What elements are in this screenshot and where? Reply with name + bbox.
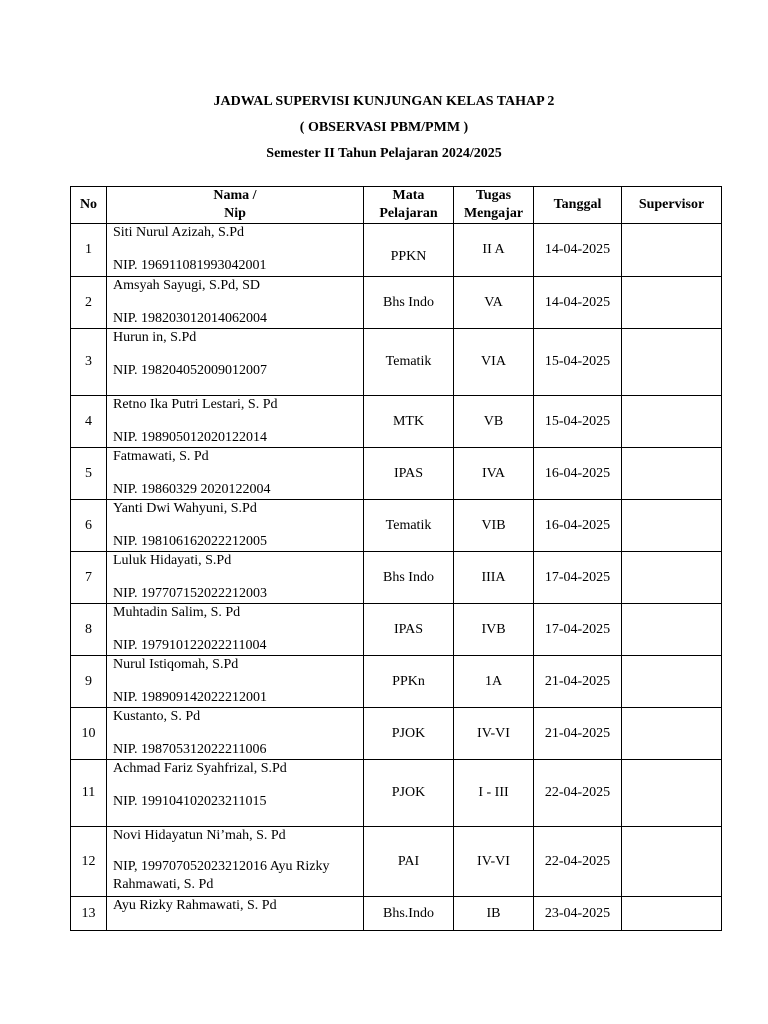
subject: Bhs.Indo (364, 897, 454, 931)
header-pelajaran-label: Pelajaran (379, 206, 438, 221)
teacher-name: Novi Hidayatun Ni’mah, S. Pd (113, 828, 286, 843)
teacher-nip: NIP, 199707052023212016 Ayu Rizky Rahmawati, S. Pd (113, 859, 330, 892)
row-number: 1 (71, 224, 107, 277)
teacher-nip: NIP. 197910122022211004 (113, 638, 267, 653)
teacher-name: Kustanto, S. Pd (113, 709, 201, 724)
table-row (71, 827, 722, 897)
teacher-name: Nurul Istiqomah, S.Pd (113, 657, 239, 672)
row-number: 8 (71, 604, 107, 656)
supervisor (622, 760, 722, 827)
header-nama-nip (107, 187, 364, 224)
supervisor (622, 552, 722, 604)
teacher-name: Luluk Hidayati, S.Pd (113, 553, 232, 568)
row-number: 11 (71, 760, 107, 827)
teacher-name: Muhtadin Salim, S. Pd (113, 605, 241, 620)
header-supervisor: Supervisor (622, 187, 722, 224)
schedule-date: 17-04-2025 (534, 604, 622, 656)
schedule-date: 21-04-2025 (534, 708, 622, 760)
table-row (71, 604, 722, 656)
teaching-class: VIA (454, 329, 534, 396)
teacher-cell (107, 396, 364, 448)
teacher-nip: NIP. 198905012020122014 (113, 430, 268, 445)
teacher-nip: NIP. 198705312022211006 (113, 742, 267, 757)
teaching-class: VB (454, 396, 534, 448)
document-title: JADWAL SUPERVISI KUNJUNGAN KELAS TAHAP 2 (213, 94, 555, 109)
supervisor (622, 396, 722, 448)
schedule-date: 23-04-2025 (534, 897, 622, 931)
supervisor (622, 329, 722, 396)
document-semester: Semester II Tahun Pelajaran 2024/2025 (266, 146, 502, 161)
table-row (71, 552, 722, 604)
schedule-date: 15-04-2025 (534, 329, 622, 396)
schedule-date: 17-04-2025 (534, 552, 622, 604)
row-number: 10 (71, 708, 107, 760)
teacher-cell (107, 604, 364, 656)
teacher-nip: NIP. 198204052009012007 (113, 363, 268, 378)
supervisor (622, 224, 722, 277)
teacher-nip: NIP. 198203012014062004 (113, 311, 268, 326)
row-number: 6 (71, 500, 107, 552)
teacher-name: Yanti Dwi Wahyuni, S.Pd (113, 501, 257, 516)
subject: Bhs Indo (364, 552, 454, 604)
supervisor (622, 656, 722, 708)
supervisor (622, 277, 722, 329)
table-row (71, 224, 722, 277)
teaching-class: 1A (454, 656, 534, 708)
teaching-class: IIIA (454, 552, 534, 604)
subject: IPAS (364, 604, 454, 656)
header-tugas-label: Tugas (475, 188, 512, 203)
table-header-row (71, 187, 722, 224)
teacher-cell (107, 827, 364, 897)
row-number: 7 (71, 552, 107, 604)
row-number: 2 (71, 277, 107, 329)
supervisor (622, 500, 722, 552)
table-row (71, 500, 722, 552)
subject: PJOK (364, 708, 454, 760)
schedule-date: 22-04-2025 (534, 827, 622, 897)
schedule-date: 22-04-2025 (534, 760, 622, 827)
teacher-cell (107, 656, 364, 708)
subject: Tematik (364, 500, 454, 552)
teaching-class: IV-VI (454, 827, 534, 897)
teacher-cell (107, 552, 364, 604)
teacher-nip: NIP. 199104102023211015 (113, 794, 267, 809)
table-row (71, 656, 722, 708)
row-number: 9 (71, 656, 107, 708)
teacher-name: Ayu Rizky Rahmawati, S. Pd (113, 898, 277, 913)
row-number: 12 (71, 827, 107, 897)
subject: MTK (364, 396, 454, 448)
table-row (71, 760, 722, 827)
supervisor (622, 708, 722, 760)
teacher-cell (107, 760, 364, 827)
header-no: No (71, 187, 107, 224)
row-number: 3 (71, 329, 107, 396)
teaching-class: IVB (454, 604, 534, 656)
subject: Tematik (364, 329, 454, 396)
teacher-cell (107, 897, 364, 931)
teacher-name: Amsyah Sayugi, S.Pd, SD (113, 278, 261, 293)
teacher-name: Achmad Fariz Syahfrizal, S.Pd (113, 761, 287, 776)
teacher-nip: NIP. 19860329 2020122004 (113, 482, 271, 497)
subject: PJOK (364, 760, 454, 827)
teacher-name: Siti Nurul Azizah, S.Pd (113, 225, 245, 240)
teaching-class: II A (454, 224, 534, 277)
teaching-class: IVA (454, 448, 534, 500)
teacher-nip: NIP. 197707152022212003 (113, 586, 268, 601)
supervisor (622, 897, 722, 931)
teacher-cell (107, 448, 364, 500)
schedule-date: 16-04-2025 (534, 448, 622, 500)
header-nama-label: Nama / (213, 188, 257, 203)
subject: Bhs Indo (364, 277, 454, 329)
supervisor (622, 827, 722, 897)
schedule-table (70, 186, 722, 931)
table-row (71, 897, 722, 931)
teacher-cell (107, 708, 364, 760)
supervisor (622, 448, 722, 500)
teacher-name: Retno Ika Putri Lestari, S. Pd (113, 397, 278, 412)
table-row (71, 396, 722, 448)
teacher-nip: NIP. 198909142022212001 (113, 690, 268, 705)
teacher-nip: NIP. 198106162022212005 (113, 534, 268, 549)
teaching-class: VA (454, 277, 534, 329)
schedule-date: 14-04-2025 (534, 277, 622, 329)
teacher-name: Fatmawati, S. Pd (113, 449, 209, 464)
subject: PAI (364, 827, 454, 897)
row-number: 4 (71, 396, 107, 448)
schedule-date: 16-04-2025 (534, 500, 622, 552)
header-mata-pelajaran (364, 187, 454, 224)
document-subtitle: ( OBSERVASI PBM/PMM ) (299, 120, 469, 135)
subject: PPKN (364, 224, 454, 277)
subject: IPAS (364, 448, 454, 500)
table-row (71, 329, 722, 396)
teaching-class: VIB (454, 500, 534, 552)
header-mata-label: Mata (392, 188, 425, 203)
teacher-cell (107, 500, 364, 552)
teaching-class: IB (454, 897, 534, 931)
table-row (71, 277, 722, 329)
supervisor (622, 604, 722, 656)
header-tanggal: Tanggal (534, 187, 622, 224)
teacher-cell (107, 224, 364, 277)
teaching-class: I - III (454, 760, 534, 827)
header-tugas-mengajar (454, 187, 534, 224)
teacher-cell (107, 277, 364, 329)
teacher-cell (107, 329, 364, 396)
header-nip-label: Nip (224, 206, 246, 221)
schedule-date: 14-04-2025 (534, 224, 622, 277)
teaching-class: IV-VI (454, 708, 534, 760)
row-number: 5 (71, 448, 107, 500)
schedule-date: 21-04-2025 (534, 656, 622, 708)
table-row (71, 708, 722, 760)
teacher-name: Hurun in, S.Pd (113, 330, 197, 345)
row-number: 13 (71, 897, 107, 931)
header-mengajar-label: Mengajar (463, 206, 524, 221)
subject: PPKn (364, 656, 454, 708)
table-row (71, 448, 722, 500)
schedule-date: 15-04-2025 (534, 396, 622, 448)
teacher-nip: NIP. 196911081993042001 (113, 258, 267, 273)
